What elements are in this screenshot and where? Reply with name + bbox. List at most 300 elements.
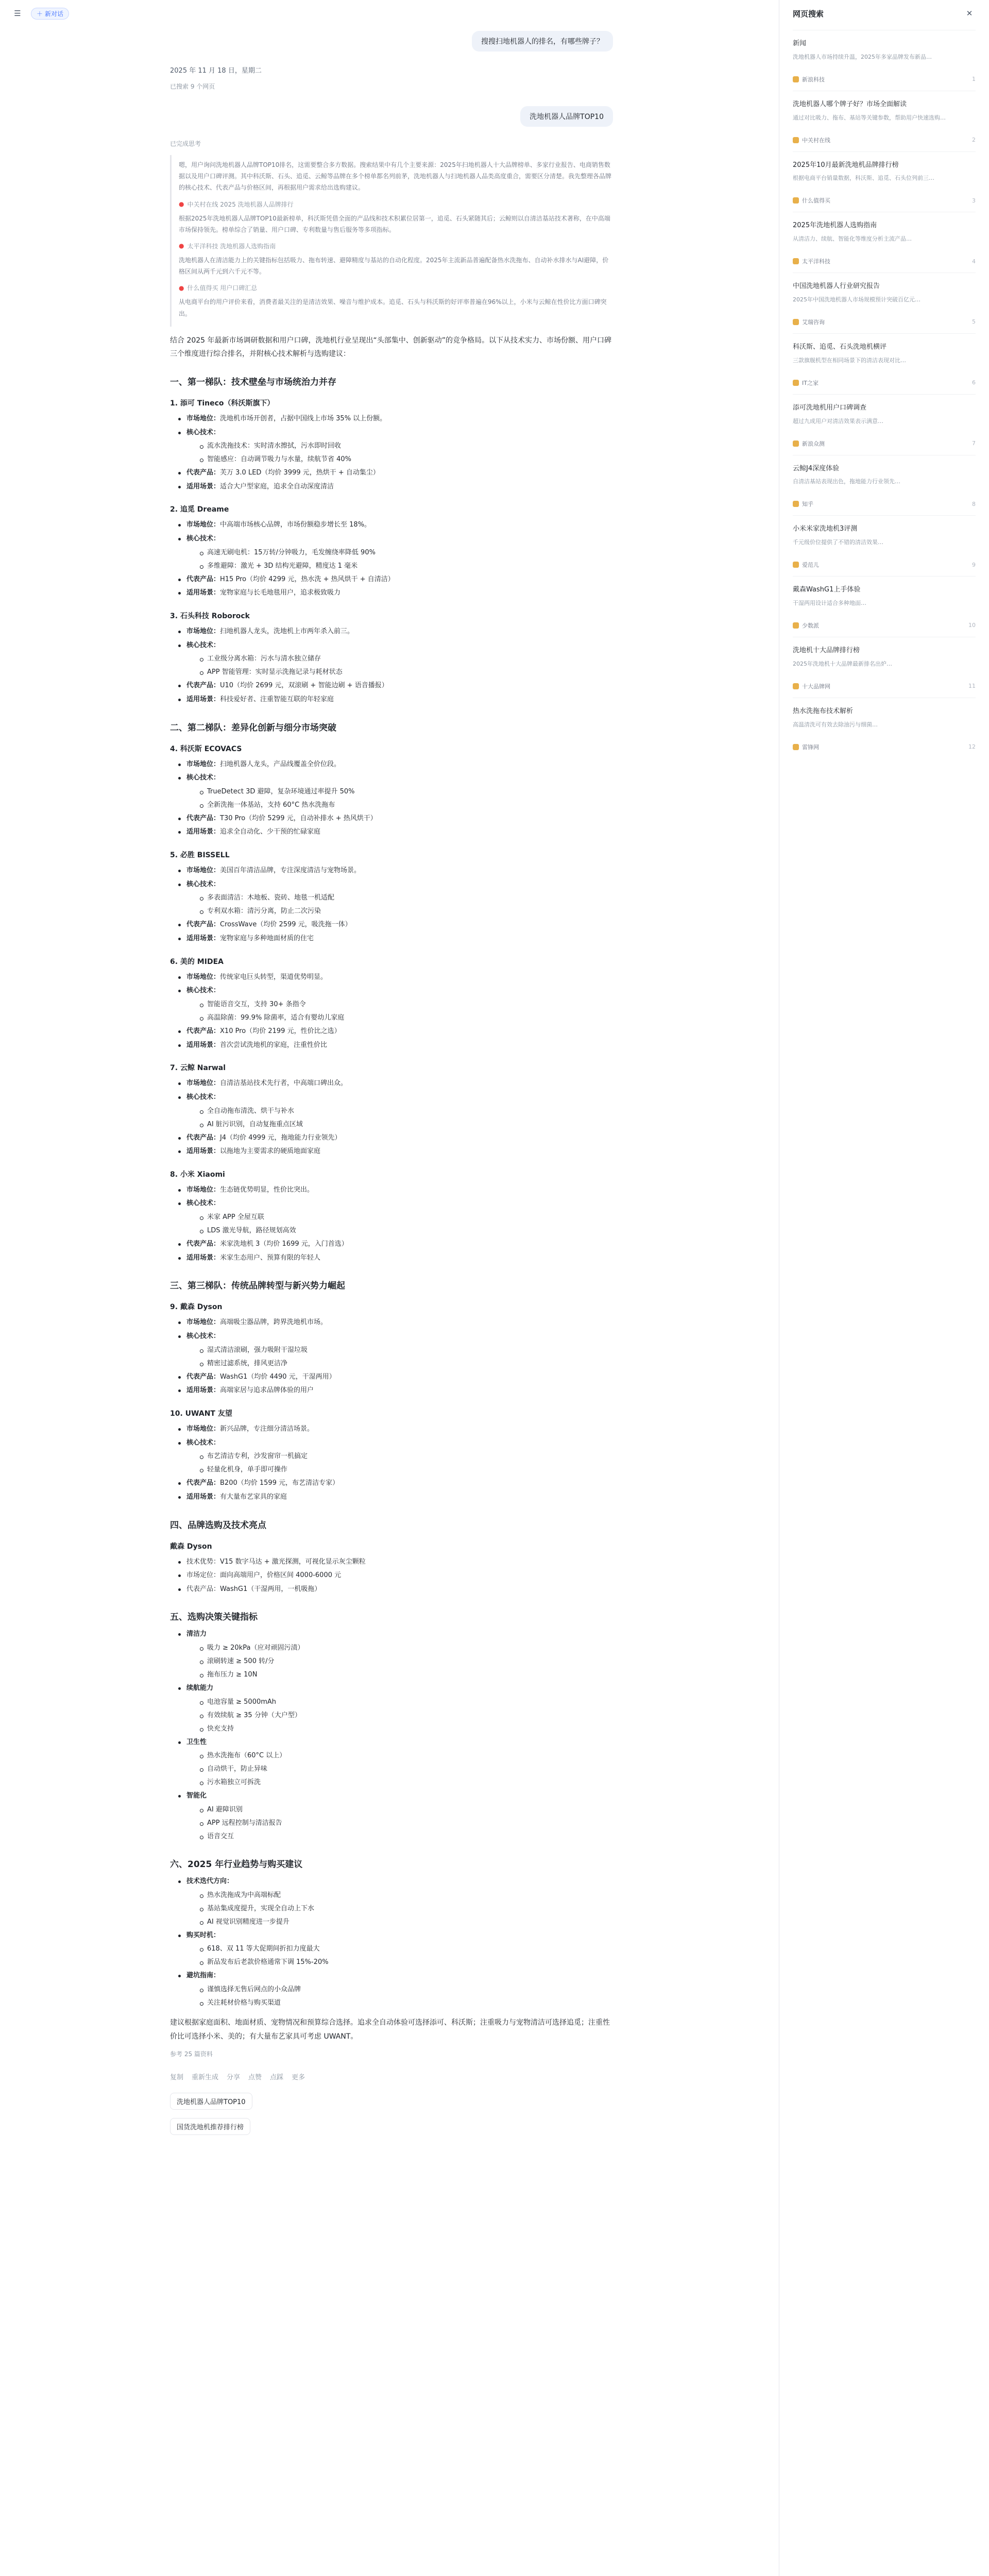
action-1-button[interactable]: 重新生成 — [192, 2074, 219, 2082]
result-card[interactable] — [793, 91, 976, 151]
detail-value: 适合大户型家庭，追求全自动深度清洁 — [220, 482, 334, 490]
detail-label: 市场地位： — [186, 1079, 220, 1088]
result-snippet: 超过九成用户对清洁效果表示满意… — [793, 417, 883, 425]
thinking-block — [170, 155, 613, 327]
detail-value: 扫地机器人龙头，产品线覆盖全价位段。 — [220, 760, 341, 768]
detail-value: 米家洗地机 3（均价 1699 元，入门首选） — [220, 1240, 348, 1248]
source-name: IT之家 — [802, 379, 819, 386]
brand-heading: 5. 必胜 BISSELL — [170, 851, 230, 860]
result-index: 8 — [972, 500, 976, 507]
action-5-button[interactable]: 更多 — [292, 2074, 305, 2082]
detail-item — [178, 1490, 613, 1504]
detail-value: T30 Pro（均价 5299 元，自动补排水 + 热风烘干） — [220, 814, 377, 822]
search-summary[interactable]: 已搜索 9 个网页 — [170, 83, 215, 90]
detail-label: 适用场景： — [186, 1147, 220, 1156]
detail-value: 首次尝试洗地机的家庭，注重性价比 — [220, 1041, 328, 1049]
brand-heading: 10. UWANT 友望 — [170, 1409, 232, 1418]
criteria-group — [170, 1875, 613, 1929]
result-source — [793, 196, 976, 205]
closing-paragraph: 建议根据家庭面积、地面材质、宠物情况和预算综合选择。追求全自动体验可选择添可、科沃斯；注重吸力与宠物清洁可选择追觅；注重性价比可选择小米、美的；有大量布艺家具可考虑 UWANT。 — [170, 2018, 610, 2041]
result-source — [793, 257, 976, 265]
detail-item — [178, 1384, 613, 1398]
detail-value: 有大量布艺家具的家庭 — [220, 1493, 287, 1501]
result-title[interactable]: 2025年10月最新洗地机品牌排行榜 — [793, 161, 899, 169]
detail-label: 市场地位： — [186, 414, 220, 422]
result-card[interactable] — [793, 637, 976, 698]
detail-label: 代表产品： — [186, 1479, 220, 1487]
detail-item — [178, 1436, 613, 1477]
suggestion-list — [170, 2089, 613, 2139]
detail-label: 市场地位： — [186, 973, 220, 981]
suggestion-row — [170, 2114, 613, 2139]
action-0-button[interactable]: 复制 — [170, 2074, 184, 2082]
tech-list — [186, 652, 613, 679]
detail-item — [178, 466, 613, 480]
brand-heading: 2. 追觅 Dreame — [170, 505, 229, 514]
result-index: 3 — [972, 197, 976, 204]
site-favicon-icon — [793, 258, 799, 264]
result-card[interactable] — [793, 394, 976, 455]
detail-label: 适用场景： — [186, 695, 220, 703]
detail-label: 代表产品： — [186, 921, 220, 929]
result-source — [793, 500, 976, 508]
detail-item — [178, 878, 613, 919]
detail-value: 米家生态用户、预算有限的年轻人 — [220, 1253, 321, 1262]
criteria-item: AI 避障识别 — [200, 1803, 613, 1817]
detail-value: 自清洁基站技术先行者，中高端口碑出众。 — [220, 1079, 348, 1088]
source-name: 太平洋科技 — [802, 258, 830, 265]
detail-label: 适用场景： — [186, 1041, 220, 1049]
detail-item — [178, 532, 613, 573]
detail-label: 代表产品： — [186, 1027, 220, 1035]
tech-item: 轻量化机身，单手即可操作 — [200, 1463, 613, 1477]
result-snippet: 根据电商平台销量数据，科沃斯、追觅、石头位列前三… — [793, 175, 934, 182]
result-index: 10 — [968, 622, 976, 629]
criteria-group — [170, 1929, 613, 1970]
detail-label: 市场地位： — [186, 1318, 220, 1327]
source-name: 爱范儿 — [802, 562, 819, 569]
tech-item: 高速无刷电机：15万转/分钟吸力，毛发缠绕率降低 90% — [200, 546, 613, 560]
source-name: 知乎 — [802, 501, 813, 508]
source-dot-icon: ● — [179, 242, 184, 250]
group-title: 卫生性 — [186, 1738, 207, 1746]
detail-value: 美国百年清洁品牌，专注深度清洁与宠物场景。 — [220, 867, 361, 875]
tech-item: 高温除菌：99.9% 除菌率，适合有婴幼儿家庭 — [200, 1011, 613, 1025]
result-index: 12 — [968, 743, 976, 751]
brand-detail-list — [170, 625, 613, 707]
detail-value: 传统家电巨头转型，渠道优势明显。 — [220, 973, 328, 981]
brand-detail-list — [170, 518, 613, 600]
detail-label: 市场地位： — [186, 1185, 220, 1194]
detail-item — [178, 1077, 613, 1091]
brand-heading: 9. 戴森 Dyson — [170, 1303, 223, 1312]
result-card[interactable] — [793, 212, 976, 273]
criteria-title — [178, 1736, 613, 1790]
result-index: 9 — [972, 561, 976, 568]
brand-heading: 7. 云鲸 Narwal — [170, 1064, 226, 1073]
chat-thread — [170, 31, 613, 2139]
brand-detail-list — [170, 864, 613, 946]
detail-item — [178, 625, 613, 639]
detail-label: 市场地位： — [186, 521, 220, 529]
result-title[interactable]: 科沃斯、追觅、石头洗地机横评 — [793, 343, 887, 351]
brand-heading: 6. 美的 MIDEA — [170, 957, 224, 966]
group-title: 智能化 — [186, 1792, 207, 1800]
detail-item — [178, 1131, 613, 1145]
site-favicon-icon — [793, 440, 799, 447]
detail-label: 市场地位： — [186, 867, 220, 875]
user-message: 搜搜扫地机器人的排名，有哪些牌子？ — [472, 31, 613, 52]
detail-value: U10（均价 2699 元，双滚刷 + 智能边刷 + 语音播报） — [220, 682, 388, 690]
tech-list — [186, 1450, 613, 1477]
brand-heading: 4. 科沃斯 ECOVACS — [170, 744, 242, 753]
result-source — [793, 75, 976, 83]
brand-feature-list — [170, 1555, 613, 1597]
detail-value: WashG1（均价 4490 元，干湿两用） — [220, 1372, 336, 1381]
criteria-group — [170, 1969, 613, 2010]
result-snippet: 干湿两用设计适合多种地面… — [793, 599, 866, 606]
section-heading: 三、第三梯队：传统品牌转型与新兴势力崛起 — [170, 1281, 345, 1292]
tech-item: 多表面清洁：木地板、瓷砖、地毯一机适配 — [200, 891, 613, 905]
criteria-item: 污水箱独立可拆洗 — [200, 1776, 613, 1789]
detail-label: 适用场景： — [186, 589, 220, 597]
detail-label: 核心技术： — [186, 880, 220, 888]
thinking-toggle[interactable]: 已完成思考 — [170, 140, 201, 147]
detail-label: 核心技术： — [186, 1199, 220, 1208]
site-favicon-icon — [793, 744, 799, 750]
suggestion-row — [170, 2089, 613, 2114]
criteria-item: 新品发布后老款价格通常下调 15%-20% — [200, 1956, 613, 1969]
detail-item — [178, 932, 613, 946]
criteria-item: APP 远程控制与清洁报告 — [200, 1817, 613, 1830]
detail-label: 适用场景： — [186, 1253, 220, 1262]
source-dot-icon: ● — [179, 200, 184, 208]
close-icon[interactable]: ✕ — [966, 9, 973, 18]
result-card[interactable] — [793, 273, 976, 333]
result-card[interactable] — [793, 151, 976, 212]
source-tag[interactable]: ● 什么值得买 用户口碑汇总 — [179, 284, 258, 292]
criteria-group — [170, 1789, 613, 1843]
tech-item: 全自动拖布清洗、烘干与补水 — [200, 1105, 613, 1118]
result-snippet: 自清洁基站表现出色，拖地能力行业领先… — [793, 478, 900, 485]
detail-item — [178, 864, 613, 878]
user-message: 洗地机器人品牌TOP10 — [520, 106, 613, 127]
detail-value: 科技爱好者、注重智能互联的年轻家庭 — [220, 695, 334, 703]
detail-item — [178, 1145, 613, 1159]
brand-detail-list — [170, 971, 613, 1053]
tech-item: 布艺清洁专利，沙发窗帘一机搞定 — [200, 1450, 613, 1463]
site-favicon-icon — [793, 380, 799, 386]
tech-list — [186, 785, 613, 812]
criteria-item: 拖布压力 ≥ 10N — [200, 1668, 613, 1682]
tech-item: 智能感应：自动调节吸力与水量，续航节省 40% — [200, 453, 613, 466]
criteria-item: 自动烘干，防止异味 — [200, 1762, 613, 1776]
brand-heading: 8. 小米 Xiaomi — [170, 1170, 225, 1179]
brand-heading: 戴森 Dyson — [170, 1542, 212, 1551]
detail-label: 适用场景： — [186, 482, 220, 490]
feature-item: 市场定位：面向高端用户，价格区间 4000-6000 元 — [178, 1569, 613, 1583]
criteria-items — [186, 1749, 613, 1789]
source-name: 少数派 — [802, 622, 819, 629]
site-favicon-icon — [793, 683, 799, 689]
criteria-items — [186, 1803, 613, 1843]
result-card[interactable] — [793, 698, 976, 758]
brand-detail-list — [170, 758, 613, 840]
detail-value: X10 Pro（均价 2199 元，性价比之选） — [220, 1027, 341, 1035]
detail-value: 芙万 3.0 LED（均价 3999 元，热烘干 + 自动集尘） — [220, 469, 380, 477]
criteria-items — [186, 1889, 613, 1929]
tech-item: 米家 APP 全屋互联 — [200, 1211, 613, 1224]
detail-value: CrossWave（均价 2599 元，吸洗拖一体） — [220, 921, 352, 929]
detail-value: 高端吸尘器品牌，跨界洗地机市场。 — [220, 1318, 328, 1327]
tech-item: 湿式清洁滚刷，强力吸附干湿垃圾 — [200, 1344, 613, 1357]
result-index: 5 — [972, 318, 976, 326]
criteria-item: 滚刷转速 ≥ 500 转/分 — [200, 1655, 613, 1668]
site-favicon-icon — [793, 562, 799, 568]
result-card[interactable] — [793, 30, 976, 91]
criteria-group — [170, 1682, 613, 1736]
detail-label: 代表产品： — [186, 1133, 220, 1142]
criteria-items — [186, 1983, 613, 2010]
date-text: 2025 年 11 月 18 日，星期二 — [170, 67, 262, 75]
detail-item — [178, 679, 613, 693]
result-title[interactable]: 云鲸J4深度体验 — [793, 464, 840, 472]
source-name: 新浪科技 — [802, 76, 825, 83]
reference-count[interactable]: 参考 25 篇资料 — [170, 2050, 213, 2058]
tech-list — [186, 1211, 613, 1238]
criteria-item: 关注耗材价格与购买渠道 — [200, 1996, 613, 2010]
result-title[interactable]: 新闻 — [793, 40, 807, 47]
criteria-title — [178, 1969, 613, 2010]
source-tag[interactable]: ● 中关村在线 2025 洗地机器人品牌排行 — [179, 200, 294, 208]
detail-item — [178, 412, 613, 426]
result-index: 6 — [972, 379, 976, 386]
section-heading: 二、第二梯队：差异化创新与细分市场突破 — [170, 722, 336, 733]
result-title[interactable]: 洗地机器人哪个牌子好？市场全面解读 — [793, 100, 907, 108]
criteria-item: 吸力 ≥ 20kPa（应对顽固污渍） — [200, 1641, 613, 1655]
criteria-title — [178, 1628, 613, 1682]
detail-item — [178, 518, 613, 532]
detail-value: 扫地机器人龙头，洗地机上市两年杀入前三。 — [220, 628, 354, 635]
detail-item — [178, 1477, 613, 1490]
criteria-item: 快充支持 — [200, 1722, 613, 1736]
detail-item — [178, 825, 613, 839]
detail-label: 核心技术： — [186, 1438, 220, 1447]
tech-list — [186, 439, 613, 466]
source-excerpt: 从电商平台的用户评价来看，消费者最关注的是清洁效果、噪音与维护成本。追觅、石头与科沃斯的好评率普遍在96%以上，小米与云鲸在性价比方面口碑突出。 — [179, 298, 607, 317]
brand-detail-list — [170, 1422, 613, 1504]
source-name: 中关村在线 — [802, 137, 830, 144]
result-index: 7 — [972, 440, 976, 447]
detail-value: 宠物家庭与多种地面材质的住宅 — [220, 935, 314, 943]
detail-item — [178, 573, 613, 587]
brand-detail-list — [170, 1077, 613, 1159]
detail-item — [178, 1091, 613, 1131]
result-snippet: 洗地机器人市场持续升温，2025年多家品牌发布新品… — [793, 53, 932, 60]
feature-item: 技术优势：V15 数字马达 + 激光探测，可视化显示灰尘颗粒 — [178, 1555, 613, 1569]
detail-value: 高端家居与追求品牌体验的用户 — [220, 1386, 314, 1395]
result-card[interactable] — [793, 333, 976, 394]
criteria-item: 热水洗拖成为中高端标配 — [200, 1889, 613, 1902]
tech-list — [186, 1105, 613, 1131]
tech-item: AI 脏污识别，自动复拖重点区域 — [200, 1118, 613, 1131]
detail-label: 市场地位： — [186, 628, 220, 635]
detail-item — [178, 1251, 613, 1265]
detail-value: 新兴品牌，专注细分清洁场景。 — [220, 1425, 314, 1433]
group-title: 避坑指南： — [186, 1972, 220, 1980]
action-2-button[interactable]: 分享 — [227, 2074, 241, 2082]
criteria-item: 谨慎选择无售后网点的小众品牌 — [200, 1983, 613, 1996]
criteria-item: 618、双 11 等大促期间折扣力度最大 — [200, 1942, 613, 1956]
source-name: 雷锋网 — [802, 743, 819, 751]
detail-item — [178, 984, 613, 1025]
result-title[interactable]: 洗地机十大品牌排行榜 — [793, 646, 860, 654]
thinking-text: 嗯，用户询问洗地机器人品牌TOP10排名，这需要整合多方数据。搜索结果中有几个主要来源：2025年扫地机器人十大品牌榜单、多家行业报告、电商销售数据以及用户口碑评测。其中科沃斯、石头、追觅、云鲸等品牌在多个榜单都名列前茅，洗地机器人与扫地机器人品类高度重合，需要区分清楚。我先整理各品牌的核心技术、代表产品与价格区间，再根据用户需求给出选购建议。 — [179, 161, 612, 192]
result-title[interactable]: 添可洗地机用户口碑调查 — [793, 403, 867, 412]
tech-item: 多维避障：激光 + 3D 结构光避障，精度达 1 毫米 — [200, 560, 613, 573]
detail-label: 代表产品： — [186, 1240, 220, 1248]
result-snippet: 通过对比吸力、拖布、基站等关键参数，帮助用户快速选购… — [793, 114, 946, 121]
result-snippet: 从清洁力、续航、智能化等维度分析主流产品… — [793, 235, 912, 243]
source-tag[interactable]: ● 太平洋科技 洗地机器人选购指南 — [179, 242, 276, 250]
detail-label: 市场地位： — [186, 1425, 220, 1433]
criteria-items — [186, 1641, 613, 1682]
result-source — [793, 621, 976, 630]
result-source — [793, 136, 976, 144]
result-title[interactable]: 热水洗拖布技术解析 — [793, 707, 854, 715]
detail-label: 适用场景： — [186, 828, 220, 836]
detail-label: 代表产品： — [186, 575, 220, 583]
result-snippet: 2025年中国洗地机器人市场规模预计突破百亿元… — [793, 296, 920, 303]
brand-detail-list — [170, 412, 613, 494]
result-card[interactable] — [793, 515, 976, 576]
detail-item — [178, 812, 613, 826]
result-card[interactable] — [793, 576, 976, 637]
result-list — [793, 30, 976, 758]
criteria-item: 热水洗拖布（60°C 以上） — [200, 1749, 613, 1762]
detail-item — [178, 771, 613, 812]
new-chat-button[interactable]: ＋ 新对话 — [31, 8, 69, 20]
criteria-items — [186, 1942, 613, 1969]
result-title[interactable]: 中国洗地机器人行业研究报告 — [793, 282, 880, 291]
detail-item — [178, 693, 613, 707]
detail-label: 适用场景： — [186, 1386, 220, 1395]
site-favicon-icon — [793, 76, 799, 82]
answer-intro: 结合 2025 年最新市场调研数据和用户口碑，洗地机行业呈现出“头部集中、创新驱动”的竞争格局。以下从技术实力、市场份额、用户口碑三个维度进行综合排名，并附核心技术解析与选购建议： — [170, 336, 612, 359]
criteria-title — [178, 1789, 613, 1843]
trend-list — [170, 1875, 613, 2010]
detail-item — [178, 1183, 613, 1197]
site-favicon-icon — [793, 319, 799, 325]
result-snippet: 千元级价位提供了不错的清洁效果… — [793, 539, 883, 546]
sidebar-toggle-icon[interactable]: ☰ — [14, 9, 21, 18]
panel-header — [793, 7, 976, 20]
detail-value: 以拖地为主要需求的硬质地面家庭 — [220, 1147, 321, 1156]
detail-label: 核心技术： — [186, 535, 220, 543]
detail-value: 中高端市场核心品牌，市场份额稳步增长至 18%。 — [220, 521, 371, 529]
message-actions — [170, 2072, 613, 2081]
criteria-group — [170, 1736, 613, 1790]
group-title: 购买时机： — [186, 1931, 220, 1939]
tier-one-list — [170, 398, 613, 707]
tech-item: 工业级分离水箱：污水与清水独立储存 — [200, 652, 613, 666]
result-index: 1 — [972, 76, 976, 83]
result-index: 2 — [972, 137, 976, 144]
action-4-button[interactable]: 点踩 — [270, 2074, 284, 2082]
source-name: 十大品牌网 — [802, 683, 830, 690]
detail-value: 追求全自动化、少干预的忙碌家庭 — [220, 828, 321, 836]
result-title[interactable]: 戴森WashG1上手体验 — [793, 586, 861, 594]
detail-item — [178, 1197, 613, 1238]
detail-label: 核心技术： — [186, 774, 220, 782]
detail-label: 核心技术： — [186, 641, 220, 649]
result-title[interactable]: 2025年洗地机器人选购指南 — [793, 222, 877, 230]
panel-title: 网页搜索 — [793, 9, 824, 19]
action-3-button[interactable]: 点赞 — [248, 2074, 262, 2082]
result-card[interactable] — [793, 455, 976, 516]
search-results-panel — [779, 0, 989, 2576]
tech-list — [186, 546, 613, 573]
brand-heading: 1. 添可 Tineco（科沃斯旗下） — [170, 399, 275, 408]
criteria-title — [178, 1929, 613, 1970]
feature-item: 代表产品：WashG1（干湿两用，一机吸拖） — [178, 1583, 613, 1597]
tier-three-list — [170, 1301, 613, 1504]
top-bar — [0, 0, 779, 27]
result-source — [793, 318, 976, 326]
source-dot-icon: ● — [179, 284, 184, 292]
source-name: 艾瑞咨询 — [802, 318, 825, 326]
section-heading: 六、2025 年行业趋势与购买建议 — [170, 1859, 303, 1870]
detail-item — [178, 1370, 613, 1384]
criteria-list — [170, 1628, 613, 1843]
detail-item — [178, 918, 613, 932]
detail-item — [178, 1039, 613, 1053]
detail-item — [178, 1316, 613, 1330]
criteria-item: AI 视觉识别精度进一步提升 — [200, 1916, 613, 1929]
tech-list — [186, 998, 613, 1025]
criteria-item: 有效续航 ≥ 35 分钟（大户型） — [200, 1709, 613, 1722]
source-excerpt: 洗地机器人在清洁能力上的关键指标包括吸力、拖布转速、避障精度与基站的自动化程度。2025年主流新品普遍配备热水洗拖布、自动补水排水与AI避障，价格区间从两千元到六千元不等。 — [179, 256, 609, 276]
suggestion-chip[interactable]: 国货洗地机推荐排行榜 — [170, 2118, 250, 2135]
criteria-item: 基站集成度提升，实现全自动上下水 — [200, 1902, 613, 1916]
detail-label: 代表产品： — [186, 469, 220, 477]
suggestion-chip[interactable]: 洗地机器人品牌TOP10 — [170, 2093, 252, 2110]
result-snippet: 三款旗舰机型在相同场景下的清洁表现对比… — [793, 357, 906, 364]
result-source — [793, 379, 976, 387]
tech-item: 专利双水箱：清污分离，防止二次污染 — [200, 905, 613, 918]
detail-item — [178, 758, 613, 772]
result-title[interactable]: 小米米家洗地机3评测 — [793, 525, 858, 533]
detail-label: 市场地位： — [186, 760, 220, 768]
detail-label: 核心技术： — [186, 1093, 220, 1101]
criteria-items — [186, 1696, 613, 1736]
result-snippet: 高温清洗可有效去除油污与细菌… — [793, 721, 878, 728]
tech-item: TrueDetect 3D 避障，复杂环境通过率提升 50% — [200, 785, 613, 799]
detail-value: J4（均价 4999 元，拖地能力行业领先） — [220, 1133, 342, 1142]
detail-item — [178, 480, 613, 494]
detail-label: 核心技术： — [186, 1332, 220, 1341]
tech-list — [186, 1344, 613, 1370]
result-snippet: 2025年洗地机十大品牌最新排名出炉… — [793, 660, 892, 667]
tech-list — [186, 891, 613, 918]
detail-label: 代表产品： — [186, 814, 220, 822]
tech-item: 精密过滤系统，排风更洁净 — [200, 1357, 613, 1370]
detail-item — [178, 586, 613, 600]
detail-label: 核心技术： — [186, 987, 220, 995]
tech-item: 全新洗拖一体基站，支持 60°C 热水洗拖布 — [200, 799, 613, 812]
site-favicon-icon — [793, 197, 799, 204]
tier-two-list — [170, 743, 613, 1265]
